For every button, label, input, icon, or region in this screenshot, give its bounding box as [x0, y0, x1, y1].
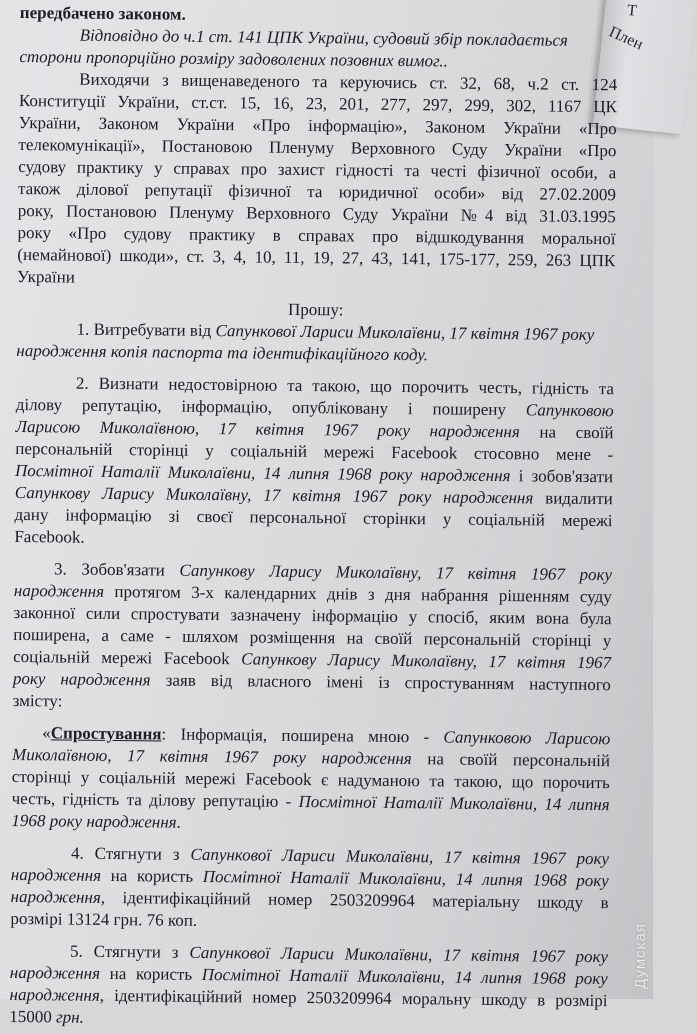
watermark: Думская: [632, 923, 649, 989]
text-run: Виходячи з вищенаведеного та керуючись ст. 32, 68, ч.2 ст. 124: [79, 69, 618, 95]
text-run: Сапункової Лариси Миколаївни, 17 квітня 1967 року: [189, 942, 609, 967]
text-run: Сапунковою: [525, 400, 614, 421]
text-run: Посмітної Наталії Миколаївни, 14 липня: [298, 791, 610, 815]
text-run: сторони пропорційно розміру задоволених позовних вимог..: [19, 46, 449, 71]
text-run: 2. Визнати недостовірною та такою, що порочить честь, гідність та: [75, 373, 615, 399]
text-run: народження: [10, 886, 101, 907]
text-run: «: [42, 723, 51, 743]
text-run: поширена, а саме - шляхом розміщення на своїй персональній сторінці у: [13, 624, 612, 651]
text-run: грн.: [56, 1007, 85, 1027]
text-run: 1968 року народження: [11, 810, 177, 832]
text-run: судову практику у справах про захист гідності та честі фізичної особи, а: [18, 156, 617, 183]
text-run: і зобов'язати: [510, 466, 614, 487]
text-run: телекомунікації», Постановою Пленуму Верховного Суду України «Про: [18, 134, 617, 161]
text-run: народження: [9, 962, 101, 983]
text-run: Сапункової Лариси Миколаївни, 17 квітня 1967 року: [215, 321, 595, 345]
text-run: змісту:: [12, 690, 63, 711]
text-run: на користь: [99, 963, 202, 984]
text-run: на своїй: [519, 422, 614, 443]
text-run: народження копія паспорта та ідентифікаційного коду.: [16, 340, 429, 365]
text-run: Сапункову Ларису Миколаївну, 17 квітня 1967 року народження: [14, 482, 534, 508]
text-run: Сапункову Ларису Миколаївну, 17 квітня 1967 року: [179, 560, 613, 585]
text-run: Посмітної Наталії Миколаївни, 14 липня 1968 року народження: [14, 460, 511, 486]
adjacent-sheet-letter: Т: [626, 1, 638, 20]
text-run: року «Про судову практику в справах про відшкодування моральної: [17, 222, 616, 249]
text-run: Ларисою Миколаївною, 17 квітня 1967 року народження: [15, 416, 520, 442]
text-run: соціальній мережі Facebook: [13, 646, 242, 669]
text-run: Facebook.: [14, 526, 85, 547]
text-run: Сапункової Лариси Миколаївни, 17 квітня 1967 року: [190, 844, 610, 869]
text-run: розмірі 13124 грн. 76 коп.: [10, 908, 198, 930]
text-run: (немайнової) шкоди», ст. 3, 4, 10, 11, 19, 27, 43, 141, 175-177, 259, 263 ЦПК: [17, 244, 616, 271]
text-run: 4. Стягнути з: [70, 843, 191, 864]
text-run: Миколаївною, 17 квітня 1967 року народження: [11, 744, 412, 769]
text-run: протягом 3-х календарних днів з дня набрання рішенням суду: [103, 581, 612, 607]
text-run: дану інформацію зі своєї персональної сторінки у соціальній мережі: [14, 504, 613, 531]
text-run: Відповідно до ч.1 ст. 141 ЦПК України, судовий збір покладається: [79, 25, 568, 50]
text-run: , ідентифікаційний номер 2503209964 моральну шкоду в розмірі: [99, 985, 608, 1011]
text-run: Посмітної Наталії Миколаївни, 14 липня 1968 року: [202, 866, 609, 891]
text-run: року народження: [12, 668, 151, 690]
text-run: на своїй персональній: [411, 749, 611, 771]
text-run: сторінці у соціальній мережі Facebook є надуманою та такою, що порочить: [11, 766, 610, 793]
text-run: ділову репутацію, інформацію, опубліковану і поширену: [15, 394, 526, 420]
text-run: також ділової репутації фізичної та юридичної особи» від 27.02.2009: [17, 178, 617, 205]
text-run: : Інформація, поширена мною -: [161, 724, 444, 747]
document-body: [9, 0, 618, 1027]
text-run: Посмітної Наталії Миколаївни, 14 липня 1968 року: [201, 964, 608, 989]
text-run: України, Законом України «Про інформацію», Законом України «Про: [18, 112, 617, 139]
text-run: 3. Зобов'язати: [53, 559, 180, 580]
text-run: Сапунковою Ларисою: [443, 727, 611, 749]
text-run: персональній сторінці у соціальній мережі Facebook стосовно мене -: [15, 438, 614, 465]
text-run: Сапункову Ларису Миколаївну, 17 квітня 1967: [241, 649, 612, 673]
text-run: передбачено законом.: [19, 2, 186, 24]
text-run: народження: [9, 984, 100, 1005]
text-run: 5. Стягнути з: [69, 941, 190, 962]
text-run: Конституції України, ст.ст. 15, 16, 23, 201, 277, 297, 299, 302, 1167 ЦК: [18, 90, 618, 117]
text-run: України: [17, 266, 75, 287]
text-run: року, Постановою Пленуму Верховного Суду України №4 від 31.03.1995: [17, 200, 616, 227]
text-run: 15000: [9, 1006, 57, 1027]
text-run: народження: [10, 864, 102, 885]
text-run: законної сили спростувати зазначену інформацію у спосіб, яким вона була: [13, 602, 612, 629]
text-run: видалити: [533, 488, 613, 509]
text-run: .: [176, 812, 181, 832]
adjacent-sheet-word: Плен: [606, 23, 646, 54]
text-run: Прошу:: [287, 299, 344, 320]
text-run: , ідентифікаційний номер 2503209964 матеріальну шкоду в: [100, 887, 609, 913]
text-run: заяв від власного імені із спростуванням наступного: [150, 670, 611, 695]
text-run: честь, гідність та ділову репутацію -: [11, 788, 299, 811]
text-run: 1. Витребувати від: [76, 319, 216, 341]
text-run: на користь: [100, 865, 203, 886]
text-run: Спростування: [50, 723, 162, 744]
text-run: народження: [13, 580, 105, 601]
